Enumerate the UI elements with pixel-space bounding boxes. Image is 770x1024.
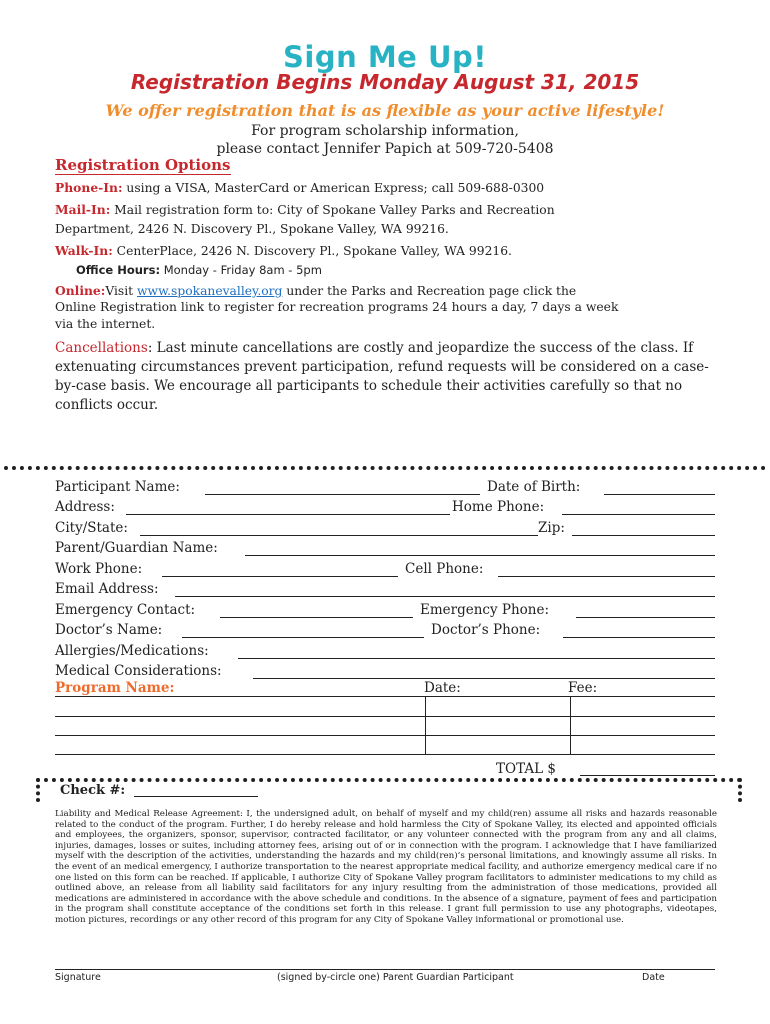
program-row-line[interactable] (55, 754, 715, 755)
mail-in-option (55, 202, 555, 217)
home-phone-field[interactable] (562, 514, 715, 515)
date-label: Date (642, 972, 665, 983)
email-field[interactable] (175, 596, 715, 597)
registration-options-heading: Registration Options (55, 156, 231, 174)
office-use-box (36, 778, 742, 802)
zip-label: Zip: (538, 520, 565, 536)
doctor-phone-label: Doctor’s Phone: (431, 622, 541, 638)
mail-in-label: Mail-In: (55, 202, 111, 217)
cell-phone-field[interactable] (498, 576, 715, 577)
emergency-phone-label: Emergency Phone: (420, 602, 550, 618)
medical-considerations-label: Medical Considerations: (55, 663, 222, 679)
online-label: Online: (55, 283, 106, 298)
scholarship-info-line2: please contact Jennifer Papich at 509-720-5408 (216, 141, 554, 157)
check-number-field[interactable] (134, 796, 258, 797)
city-state-field[interactable] (140, 535, 538, 536)
signed-by-options: (signed by-circle one) Parent Guardian Participant (277, 972, 514, 983)
program-column-divider (570, 697, 571, 754)
phone-in-text: using a VISA, MasterCard or American Express; call 509-688-0300 (122, 181, 545, 195)
guardian-name-label: Parent/Guardian Name: (55, 540, 218, 556)
participant-name-field[interactable] (205, 494, 480, 495)
registration-date-heading: Registration Begins Monday August 31, 2015 (130, 70, 640, 94)
email-label: Email Address: (55, 581, 159, 597)
program-date-header: Date: (424, 680, 461, 696)
date-of-birth-field[interactable] (604, 494, 715, 495)
doctor-name-field[interactable] (182, 637, 424, 638)
program-row-line[interactable] (55, 716, 715, 717)
office-hours-label: Office Hours: (76, 263, 161, 277)
signature-line[interactable] (55, 969, 715, 970)
page-title: Sign Me Up! (283, 40, 487, 74)
guardian-name-field[interactable] (245, 555, 715, 556)
mail-in-address: Department, 2426 N. Discovery Pl., Spokane Valley, WA 99216. (55, 222, 449, 236)
cell-phone-label: Cell Phone: (405, 561, 484, 577)
work-phone-label: Work Phone: (55, 561, 143, 577)
scholarship-info-line1: For program scholarship information, (251, 123, 519, 139)
doctor-phone-field[interactable] (563, 637, 715, 638)
zip-field[interactable] (572, 535, 715, 536)
cancellations-text: : Last minute cancellations are costly and jeopardize the success of the class. If extenuating circumstances prevent participation, refund requests will be considered on a case-by-case basis. We encourage all participants to schedule their activities carefully so that no conflicts occur. (55, 340, 709, 413)
total-label: TOTAL $ (496, 761, 556, 777)
online-text-line2: Online Registration link to register for recreation programs 24 hours a day, 7 days a week (55, 300, 619, 314)
medical-considerations-field[interactable] (253, 678, 715, 679)
cancellations-paragraph (55, 339, 725, 415)
program-name-header: Program Name: (55, 680, 175, 696)
walk-in-text: CenterPlace, 2426 N. Discovery Pl., Spokane Valley, WA 99216. (112, 244, 512, 258)
dotted-cut-line (4, 466, 766, 470)
address-field[interactable] (126, 514, 450, 515)
allergies-field[interactable] (238, 658, 715, 659)
check-number-label: Check #: (60, 783, 126, 798)
address-label: Address: (55, 499, 115, 515)
work-phone-field[interactable] (162, 576, 398, 577)
walk-in-option (55, 243, 512, 258)
emergency-phone-field[interactable] (576, 617, 715, 618)
online-pre: Visit (105, 284, 138, 298)
city-state-label: City/State: (55, 520, 128, 536)
phone-in-option (55, 180, 544, 195)
online-text-line3: via the internet. (55, 317, 156, 331)
website-link[interactable]: www.spokanevalley.org (137, 284, 283, 298)
program-row-line (55, 696, 715, 697)
total-field[interactable] (580, 775, 715, 776)
allergies-label: Allergies/Medications: (55, 643, 209, 659)
program-row-line[interactable] (55, 735, 715, 736)
emergency-contact-field[interactable] (220, 617, 413, 618)
walk-in-label: Walk-In: (55, 243, 113, 258)
tagline: We offer registration that is as flexible as your active lifestyle! (105, 101, 665, 120)
program-fee-header: Fee: (568, 680, 598, 696)
mail-in-text: Mail registration form to: City of Spokane Valley Parks and Recreation (110, 203, 555, 217)
liability-release-text: Liability and Medical Release Agreement: I, the undersigned adult, on behalf of myself and my child(ren) assume all risks and hazards reasonable related to the conduct of the program. Further, I do hereby release and hold harmless the City of Spokane Valley, its elected and appointed officials and employees, the organizers, sponsor, supervisor, contracted facilitator, or any volunteer connected with the program from any and all claims, injuries, damages, losses or suites, including attorney fees, arising out of or in connection with the program. I acknowledge that I have familiarized myself with the description of the activities, understanding the hazards and my child(ren)’s personal limitations, and knowingly assume all risks. In the event of an medical emergency, I authorize transportation to the nearest appropriate medical facility, and authorize emergency medical care if no one listed on this form can be reached. If applicable, I authorize City of Spokane Valley program facilitators to administer medications to my child as outlined above, an release from all liability said facilitators for any injury resulting from the administration of those medications, provided all medications are administered in accordance with the above schedule and conditions. In the absence of a signature, payment of fees and participation in the program shall constitute acceptance of the conditions set forth in this release. I grant full permission to use any photographs, videotapes, motion pictures, recordings or any other record of this program for any City of Spokane Valley informational or promotional use. (55, 809, 717, 925)
office-hours (76, 263, 322, 277)
online-post: under the Parks and Recreation page click the (282, 284, 577, 298)
online-option (55, 283, 576, 298)
signature-label: Signature (55, 972, 101, 983)
emergency-contact-label: Emergency Contact: (55, 602, 196, 618)
doctor-name-label: Doctor’s Name: (55, 622, 163, 638)
phone-in-label: Phone-In: (55, 180, 123, 195)
home-phone-label: Home Phone: (452, 499, 545, 515)
cancellations-label: Cancellations (55, 340, 148, 356)
participant-name-label: Participant Name: (55, 479, 180, 495)
program-column-divider (425, 697, 426, 754)
office-hours-text: Monday - Friday 8am - 5pm (160, 263, 322, 277)
date-of-birth-label: Date of Birth: (487, 479, 581, 495)
